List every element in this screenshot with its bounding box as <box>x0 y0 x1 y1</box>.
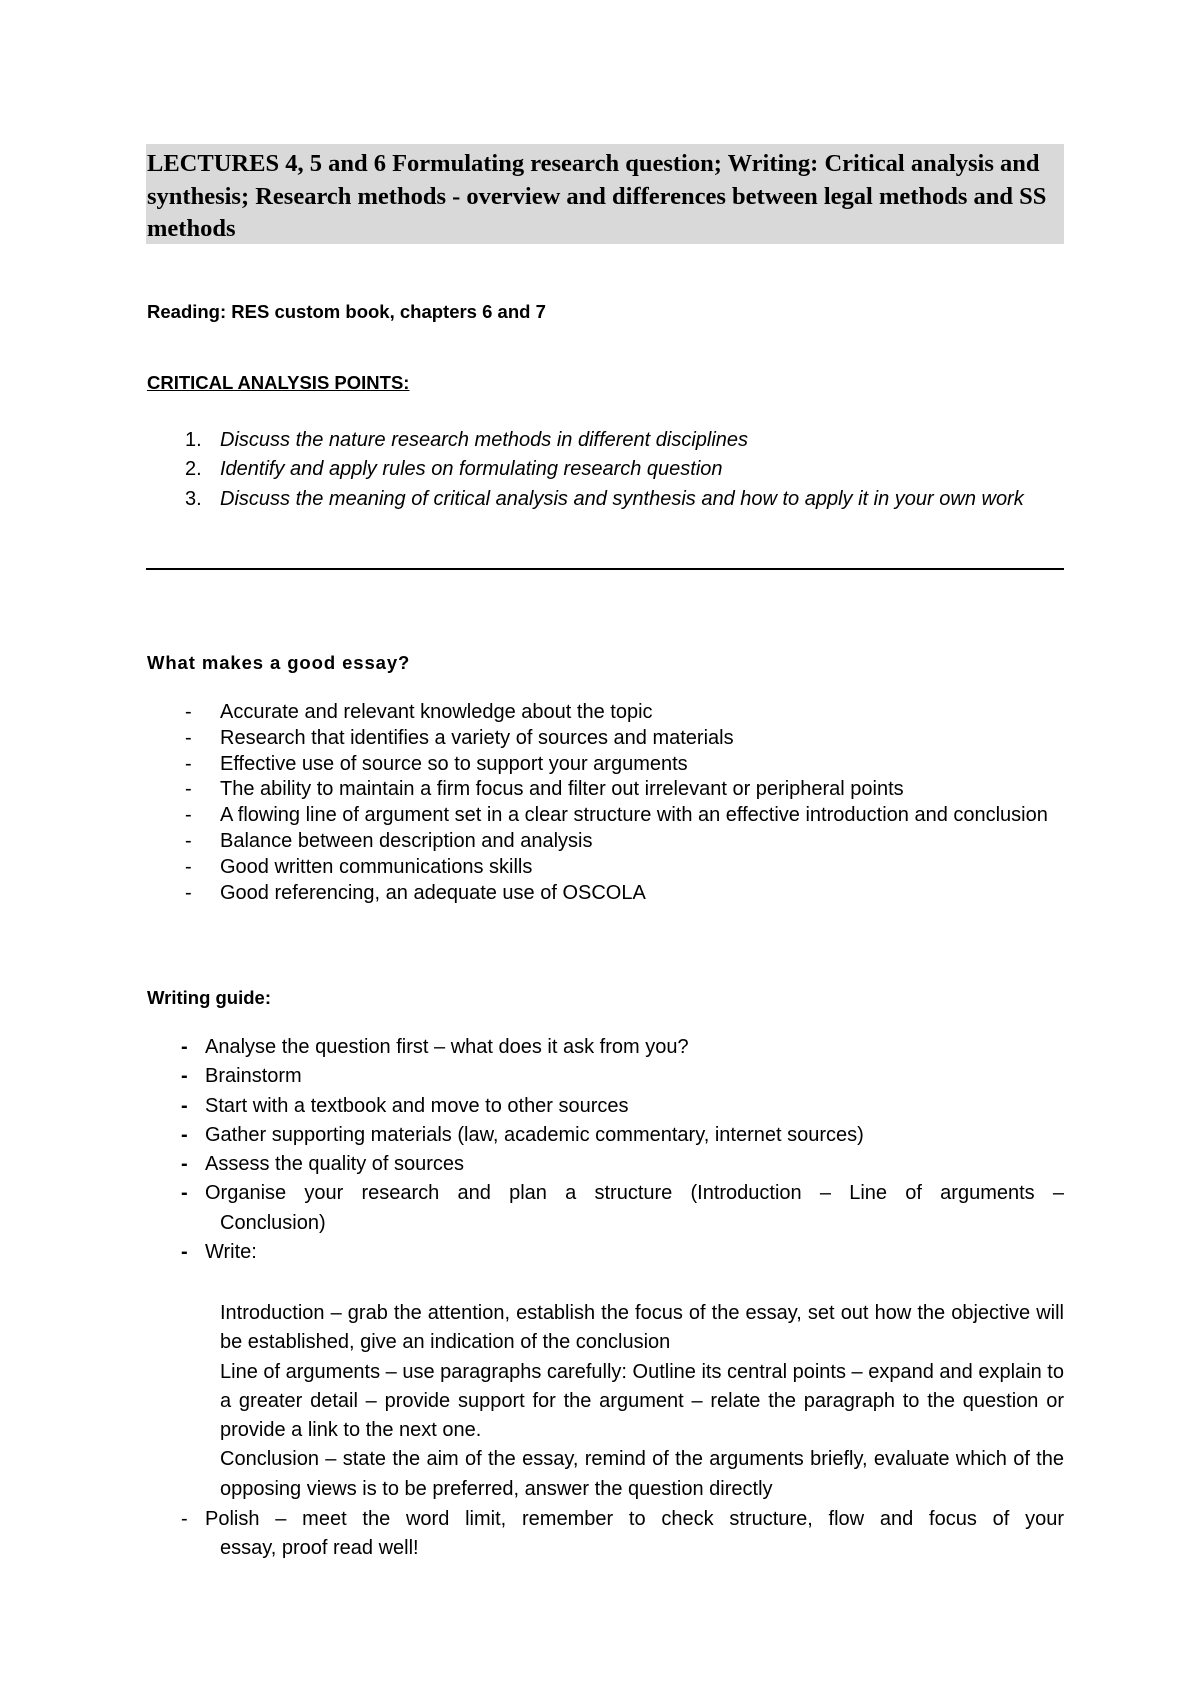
list-item <box>147 726 1064 752</box>
list-item <box>147 700 1064 726</box>
list-item-continuation <box>147 1209 1064 1238</box>
dash-bullet: - <box>181 1153 188 1176</box>
list-item <box>147 1238 1064 1267</box>
list-item <box>147 829 1064 855</box>
list-item-text: Polish – meet the word limit, remember to check structure, flow and focus of your <box>205 1508 1064 1530</box>
critical-analysis-list <box>147 426 1064 514</box>
dash-bullet: - <box>181 1241 188 1264</box>
writing-guide-heading: Writing guide: <box>147 987 271 1008</box>
list-item-text: Research that identifies a variety of sources and materials <box>220 726 734 749</box>
list-item-text: Analyse the question first – what does it ask from you? <box>205 1036 689 1058</box>
list-item-text: essay, proof read well! <box>220 1537 419 1560</box>
dash-bullet: - <box>185 726 192 749</box>
list-item-text: Organise your research and plan a structure (Introduction – Line of arguments – <box>205 1182 1064 1205</box>
dash-bullet: - <box>181 1123 188 1146</box>
list-item-text: The ability to maintain a firm focus and filter out irrelevant or peripheral points <box>220 778 904 801</box>
reading-line: Reading: RES custom book, chapters 6 and 7 <box>147 301 546 322</box>
list-item-text: Brainstorm <box>205 1065 302 1088</box>
dash-bullet: - <box>185 701 192 723</box>
line-of-arguments-paragraph: Line of arguments – use paragraphs carefully: Outline its central points – expand and explain to a greater detail – provide support for the argument – relate the paragraph to the question or provide a link to the next one. <box>220 1360 1064 1442</box>
list-item-text: Discuss the meaning of critical analysis and synthesis and how to apply it in your own work <box>220 487 1024 510</box>
dash-bullet: - <box>181 1094 188 1117</box>
list-item <box>147 881 1064 907</box>
list-item <box>147 1121 1064 1150</box>
critical-analysis-heading: CRITICAL ANALYSIS POINTS: <box>147 372 410 393</box>
list-item-text: Good written communications skills <box>220 855 533 878</box>
list-number: 3. <box>185 487 202 510</box>
list-item <box>147 777 1064 803</box>
list-number: 1. <box>185 429 202 451</box>
list-item <box>147 1092 1064 1121</box>
introduction-paragraph: Introduction – grab the attention, establish the focus of the essay, set out how the objective will be established, give an indication of the conclusion <box>220 1302 1064 1354</box>
list-item-text: Discuss the nature research methods in different disciplines <box>220 429 749 451</box>
list-number: 2. <box>185 458 202 481</box>
list-item-text: Start with a textbook and move to other sources <box>205 1094 629 1117</box>
list-item <box>147 1062 1064 1091</box>
dash-bullet: - <box>181 1182 188 1205</box>
list-item <box>147 485 1064 514</box>
list-item <box>147 1150 1064 1179</box>
list-item <box>147 1033 1064 1062</box>
dash-bullet: - <box>185 881 192 904</box>
list-item-text: Write: <box>205 1241 257 1264</box>
dash-bullet: - <box>185 855 192 878</box>
list-item-text: Assess the quality of sources <box>205 1153 465 1176</box>
list-item-text: Good referencing, an adequate use of OSCOLA <box>220 881 646 904</box>
list-item-text: Conclusion) <box>220 1211 326 1234</box>
page-title: LECTURES 4, 5 and 6 Formulating research question; Writing: Critical analysis and synthesis; Research methods - overview and differences between legal methods and SS methods <box>147 150 1047 242</box>
write-subsection <box>220 1299 1064 1504</box>
list-item-text: Identify and apply rules on formulating research question <box>220 458 723 481</box>
dash-bullet: - <box>185 752 192 775</box>
writing-guide-list <box>147 1033 1064 1267</box>
good-essay-heading: What makes a good essay? <box>147 652 411 673</box>
list-item-text: Effective use of source so to support your arguments <box>220 752 688 775</box>
dash-bullet: - <box>185 804 192 827</box>
dash-bullet: - <box>185 829 192 852</box>
dash-bullet: - <box>185 778 192 801</box>
horizontal-divider <box>146 568 1064 570</box>
list-item <box>147 455 1064 484</box>
list-item-text: Balance between description and analysis <box>220 829 593 852</box>
list-item <box>147 426 1064 455</box>
dash-bullet: - <box>181 1036 188 1058</box>
dash-bullet: - <box>181 1065 188 1088</box>
list-item-text: Gather supporting materials (law, academic commentary, internet sources) <box>205 1123 864 1146</box>
list-item <box>147 803 1064 829</box>
list-item <box>147 855 1064 881</box>
list-item <box>147 1179 1064 1208</box>
list-item-text: A flowing line of argument set in a clear structure with an effective introduction and conclusion <box>220 804 1048 827</box>
list-item-text: Accurate and relevant knowledge about the topic <box>220 701 653 723</box>
polish-item <box>147 1505 1064 1564</box>
conclusion-paragraph: Conclusion – state the aim of the essay, remind of the arguments briefly, evaluate which of the opposing views is to be preferred, answer the question directly <box>220 1448 1064 1500</box>
list-item <box>147 752 1064 778</box>
dash-bullet: - <box>181 1508 188 1530</box>
good-essay-list <box>147 700 1064 906</box>
